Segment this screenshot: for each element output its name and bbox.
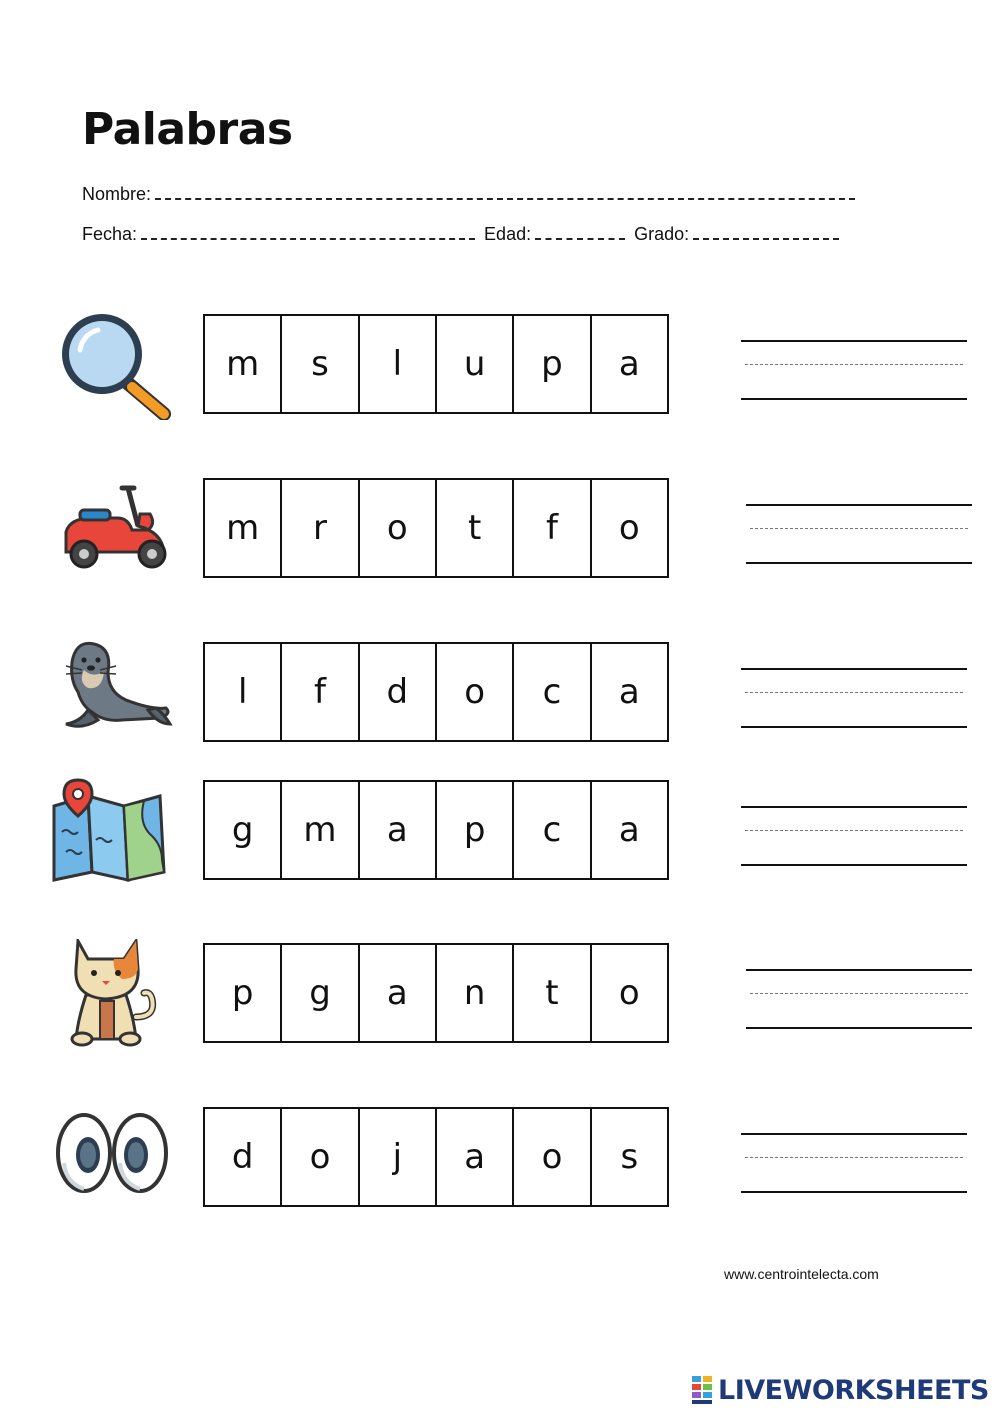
liveworksheets-logo-icon [692,1376,714,1404]
answer-writing-lines[interactable] [741,340,967,400]
letter-cell[interactable]: f [514,480,591,576]
letter-grid [203,780,669,880]
letter-cell[interactable]: r [282,480,359,576]
exercise-row [0,943,1000,1045]
exercise-row [0,1107,1000,1209]
fecha-label: Fecha: [82,224,138,244]
letter-cell[interactable]: u [437,316,514,412]
letter-cell[interactable]: p [514,316,591,412]
exercise-row [0,642,1000,744]
letter-cell[interactable]: f [282,644,359,740]
letter-cell[interactable]: o [618,508,640,548]
seal-icon [52,638,174,748]
page-title: Palabras [82,104,293,155]
letter-cell[interactable]: g [282,945,359,1041]
letter-cell[interactable]: g [205,782,282,878]
edad-label: Edad: [484,224,532,244]
letter-cell[interactable]: p [205,945,282,1041]
answer-writing-lines[interactable] [746,969,972,1029]
grado-input-line[interactable] [693,224,839,240]
letter-cell[interactable]: a [618,810,640,850]
letter-cell[interactable]: t [514,945,591,1041]
letter-cell[interactable]: m [205,316,282,412]
letter-cell[interactable]: a [360,782,437,878]
cat-icon [52,939,174,1049]
website-credit: www.centrointelecta.com [724,1266,879,1282]
letter-cell[interactable]: a [618,672,640,712]
name-field-row [82,184,859,205]
edad-input-line[interactable] [535,224,625,240]
letter-cell[interactable]: m [282,782,359,878]
letter-cell[interactable]: p [437,782,514,878]
brand-footer [692,1372,989,1408]
brand-name: LIVEWORKSHEETS [718,1374,989,1406]
letter-cell[interactable]: a [437,1109,514,1205]
letter-cell[interactable]: a [360,945,437,1041]
letter-grid [203,1107,669,1207]
letter-cell[interactable]: s [620,1137,639,1177]
exercise-row [0,780,1000,882]
answer-writing-lines[interactable] [741,1133,967,1193]
letter-cell[interactable]: l [360,316,437,412]
fecha-input-line[interactable] [141,224,475,240]
answer-writing-lines[interactable] [746,504,972,564]
letter-grid [203,943,669,1043]
letter-cell[interactable]: o [618,973,640,1013]
letter-cell[interactable]: c [514,644,591,740]
grado-label: Grado: [634,224,690,244]
letter-cell[interactable]: m [205,480,282,576]
letter-cell[interactable]: t [437,480,514,576]
letter-grid [203,642,669,742]
letter-grid [203,314,669,414]
letter-cell[interactable]: o [282,1109,359,1205]
nombre-input-line[interactable] [155,184,855,200]
letter-cell[interactable]: d [360,644,437,740]
letter-cell[interactable]: s [282,316,359,412]
letter-cell[interactable]: d [205,1109,282,1205]
date-field-row [82,224,843,245]
nombre-label: Nombre: [82,184,152,204]
letter-cell[interactable]: o [437,644,514,740]
letter-cell[interactable]: l [205,644,282,740]
letter-cell[interactable]: o [514,1109,591,1205]
letter-cell[interactable]: c [514,782,591,878]
letter-cell[interactable]: j [360,1109,437,1205]
letter-cell[interactable]: o [360,480,437,576]
letter-cell[interactable]: n [437,945,514,1041]
exercise-row [0,478,1000,580]
scooter-icon [52,474,174,584]
map-icon [52,776,174,886]
magnifying-glass-icon [52,310,174,420]
eyes-icon [52,1103,174,1213]
answer-writing-lines[interactable] [741,668,967,728]
exercise-row [0,314,1000,416]
letter-grid [203,478,669,578]
answer-writing-lines[interactable] [741,806,967,866]
letter-cell[interactable]: a [618,344,640,384]
